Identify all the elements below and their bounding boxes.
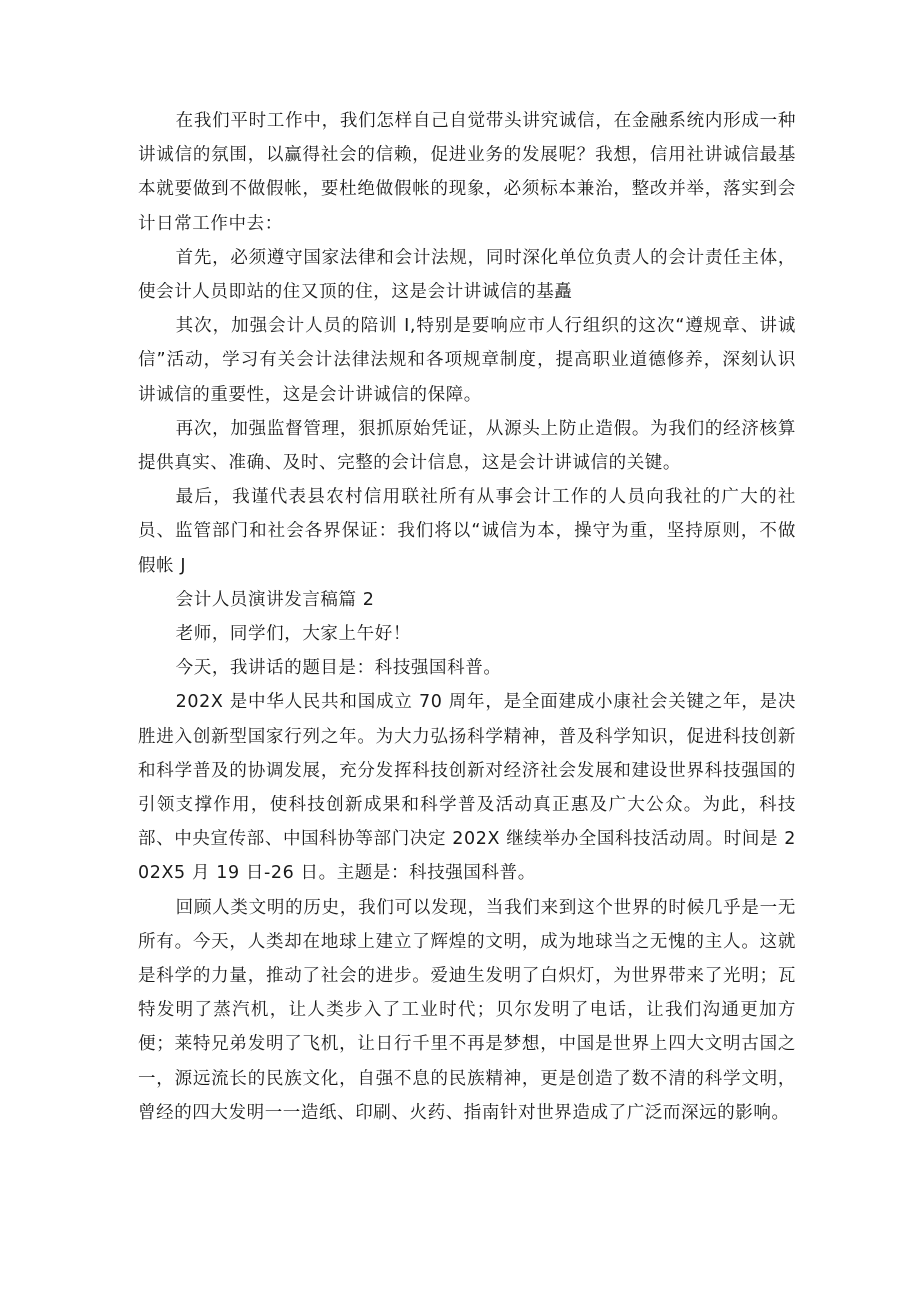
paragraph-integrity-intro: 在我们平时工作中，我们怎样自己自觉带头讲究诚信，在金融系统内形成一种讲诚信的氛围，以赢得社会的信赖，促进业务的发展呢？我想，信用社讲诚信最基本就要做到不做假帐，要杜绝做假帐的现象，必须标本兼治，整改并举，落实到会计日常工作中去： <box>138 111 796 234</box>
document-page <box>138 104 796 1130</box>
section-heading: 会计人员演讲发言稿篇 2 <box>175 589 375 610</box>
paragraph-science-week: 202X 是中华人民共和国成立 70 周年，是全面建成小康社会关键之年，是决胜进入创新型国家行列之年。为大力弘扬科学精神，普及科学知识，促进科技创新和科学普及的协调发展，充分发挥科技创新对经济社会发展和建设世界科技强国的引领支撑作用，使科技创新成果和科学普及活动真正惠及广大公众。为此，科技部、中央宣传部、中国科协等部门决定 202X 继续举办全国科技活动周。时间是 202X5 月 19 日-26 日。主题是：科技强国科普。 <box>138 692 796 884</box>
paragraph-topic: 今天，我讲话的题目是：科技强国科普。 <box>175 658 502 679</box>
paragraph-history-of-science: 回顾人类文明的历史，我们可以发现，当我们来到这个世界的时候几乎是一无所有。今天，人类却在地球上建立了辉煌的文明，成为地球当之无愧的主人。这就是科学的力量，推动了社会的进步。爱迪生发明了白炽灯，为世界带来了光明；瓦特发明了蒸汽机，让人类步入了工业时代；贝尔发明了电话，让我们沟通更加方便；莱特兄弟发明了飞机，让日行千里不再是梦想，中国是世界上四大文明古国之一，源远流长的民族文化，自强不息的民族精神，更是创造了数不清的科学文明，曾经的四大发明一一造纸、印刷、火药、指南针对世界造成了广泛而深远的影响。 <box>138 897 796 1123</box>
paragraph-final-point: 最后，我谨代表县农村信用联社所有从事会计工作的人员向我社的广大的社员、监管部门和社会各界保证：我们将以“诚信为本，操守为重，坚持原则，不做假帐 J <box>138 487 796 576</box>
paragraph-first-point: 首先，必须遵守国家法律和会计法规，同时深化单位负责人的会计责任主体，使会计人员即站的住又顶的住，这是会计讲诚信的基矗 <box>138 247 796 303</box>
paragraph-third-point: 再次，加强监督管理，狠抓原始凭证，从源头上防止造假。为我们的经济核算提供真实、准确、及时、完整的会计信息，这是会计讲诚信的关键。 <box>138 418 796 474</box>
paragraph-second-point: 其次，加强会计人员的陪训 I,特别是要响应市人行组织的这次“遵规章、讲诚信”活动，学习有关会计法律法规和各项规章制度，提高职业道德修养，深刻认识讲诚信的重要性，这是会计讲诚信的保障。 <box>138 316 796 405</box>
paragraph-greeting: 老师，同学们，大家上午好！ <box>175 624 411 645</box>
